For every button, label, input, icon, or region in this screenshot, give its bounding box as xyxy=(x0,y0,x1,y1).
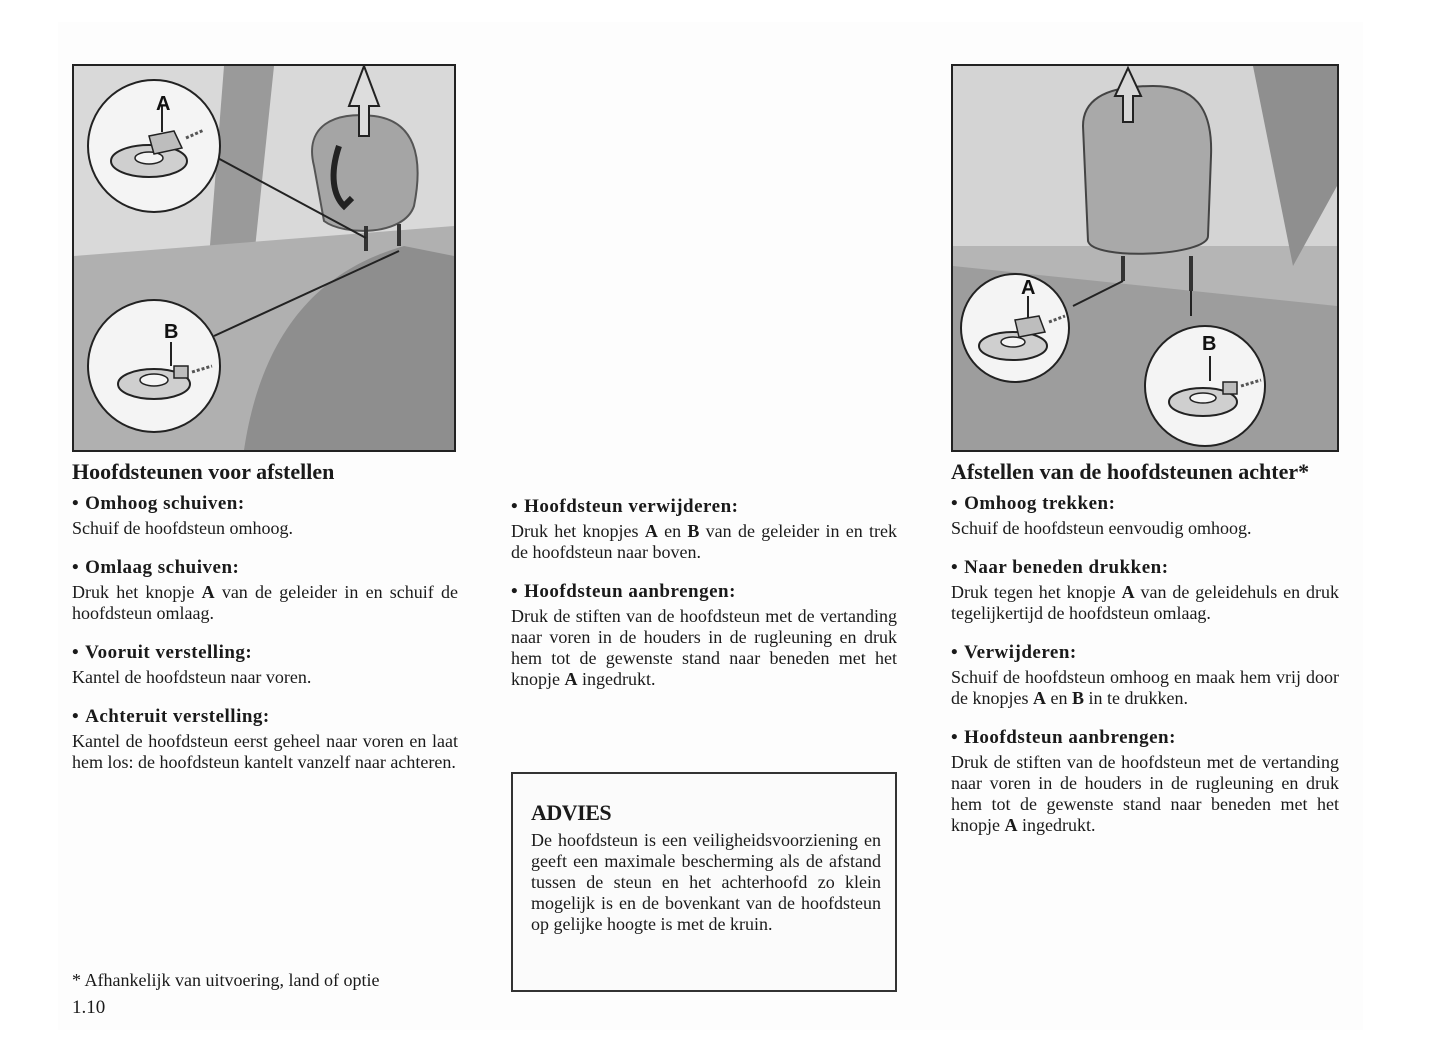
item-verwijderen xyxy=(951,642,1339,709)
advice-title: ADVIES xyxy=(531,800,612,825)
bullet: • xyxy=(72,706,80,727)
item-text: Schuif de hoofdsteun omhoog en maak hem vrij door de knopjes A en B in te drukken. xyxy=(951,667,1339,708)
item-heading: Naar beneden drukken: xyxy=(964,557,1169,578)
left-section-title: Hoofdsteunen voor afstellen xyxy=(72,459,335,484)
item-text: Kantel de hoofdsteun naar voren. xyxy=(72,667,312,687)
item-text: Kantel de hoofdsteun eerst geheel naar voren en laat hem los: de hoofdsteun kantelt vanzelf naar achteren. xyxy=(72,731,458,772)
footnote: * Afhankelijk van uitvoering, land of optie xyxy=(72,970,380,990)
bullet: • xyxy=(511,581,519,602)
item-omhoog-trekken xyxy=(951,493,1339,539)
item-heading: Omhoog schuiven: xyxy=(85,493,245,514)
front-headrest-figure xyxy=(72,64,456,452)
item-vooruit-verstelling xyxy=(72,642,458,688)
bullet: • xyxy=(951,642,959,663)
item-text: Druk de stiften van de hoofdsteun met de vertanding naar voren in de houders in de rugleuning en druk hem tot de gewenste stand naar beneden met het knopje A ingedrukt. xyxy=(951,752,1339,835)
right-column xyxy=(951,64,1339,854)
item-heading: Hoofdsteun verwijderen: xyxy=(524,496,739,517)
item-heading: Hoofdsteun aanbrengen: xyxy=(524,581,736,602)
item-text: Druk het knopjes A en B van de geleider in en trek de hoofdsteun naar boven. xyxy=(511,521,898,562)
bullet: • xyxy=(951,493,959,514)
item-text: Schuif de hoofdsteun eenvoudig omhoog. xyxy=(951,518,1252,538)
item-heading: Omlaag schuiven: xyxy=(85,557,240,578)
item-text: Schuif de hoofdsteun omhoog. xyxy=(72,518,293,538)
item-hoofdsteun-aanbrengen-achter xyxy=(951,727,1339,836)
label-b: B xyxy=(164,321,179,343)
item-hoofdsteun-verwijderen xyxy=(511,496,897,563)
item-heading: Vooruit verstelling: xyxy=(85,642,253,663)
bullet: • xyxy=(951,557,959,578)
rear-headrest-figure xyxy=(951,64,1339,452)
item-text: Druk tegen het knopje A van de geleidehuls en druk tegelijkertijd de hoofdsteun omlaag. xyxy=(951,582,1340,623)
bullet: • xyxy=(72,557,80,578)
item-naar-beneden-drukken xyxy=(951,557,1339,624)
item-heading: Hoofdsteun aanbrengen: xyxy=(964,727,1176,748)
bullet: • xyxy=(72,642,80,663)
item-heading: Omhoog trekken: xyxy=(964,493,1116,514)
right-section-title: Afstellen van de hoofdsteunen achter* xyxy=(951,459,1310,484)
advice-text: De hoofdsteun is een veiligheidsvoorziening en geeft een maximale bescherming als de afstand tussen de steun en het achterhoofd zo klein mogelijk is en de bovenkant van de hoofdsteun op gelijke hoogte is met de kruin. xyxy=(531,830,881,934)
item-omhoog-schuiven xyxy=(72,493,458,539)
item-hoofdsteun-aanbrengen xyxy=(511,581,897,690)
label-a: A xyxy=(156,93,171,115)
label-b: B xyxy=(1202,333,1217,355)
bullet: • xyxy=(951,727,959,748)
page-number: 1.10 xyxy=(72,997,106,1018)
item-heading: Achteruit verstelling: xyxy=(85,706,270,727)
item-omlaag-schuiven xyxy=(72,557,458,624)
bullet: • xyxy=(511,496,519,517)
rear-headrest-illustration xyxy=(953,66,1337,450)
front-headrest-illustration xyxy=(74,66,454,450)
item-text: Druk het knopje A van de geleider in en schuif de hoofdsteun omlaag. xyxy=(72,582,458,623)
left-column xyxy=(72,64,458,791)
middle-column xyxy=(511,496,897,708)
label-a: A xyxy=(1021,277,1036,299)
item-heading: Verwijderen: xyxy=(964,642,1077,663)
item-text: Druk de stiften van de hoofdsteun met de vertanding naar voren in de houders in de rugleuning en druk hem tot de gewenste stand naar beneden met het knopje A ingedrukt. xyxy=(511,606,897,689)
advice-box xyxy=(511,772,897,992)
bullet: • xyxy=(72,493,80,514)
item-achteruit-verstelling xyxy=(72,706,458,773)
